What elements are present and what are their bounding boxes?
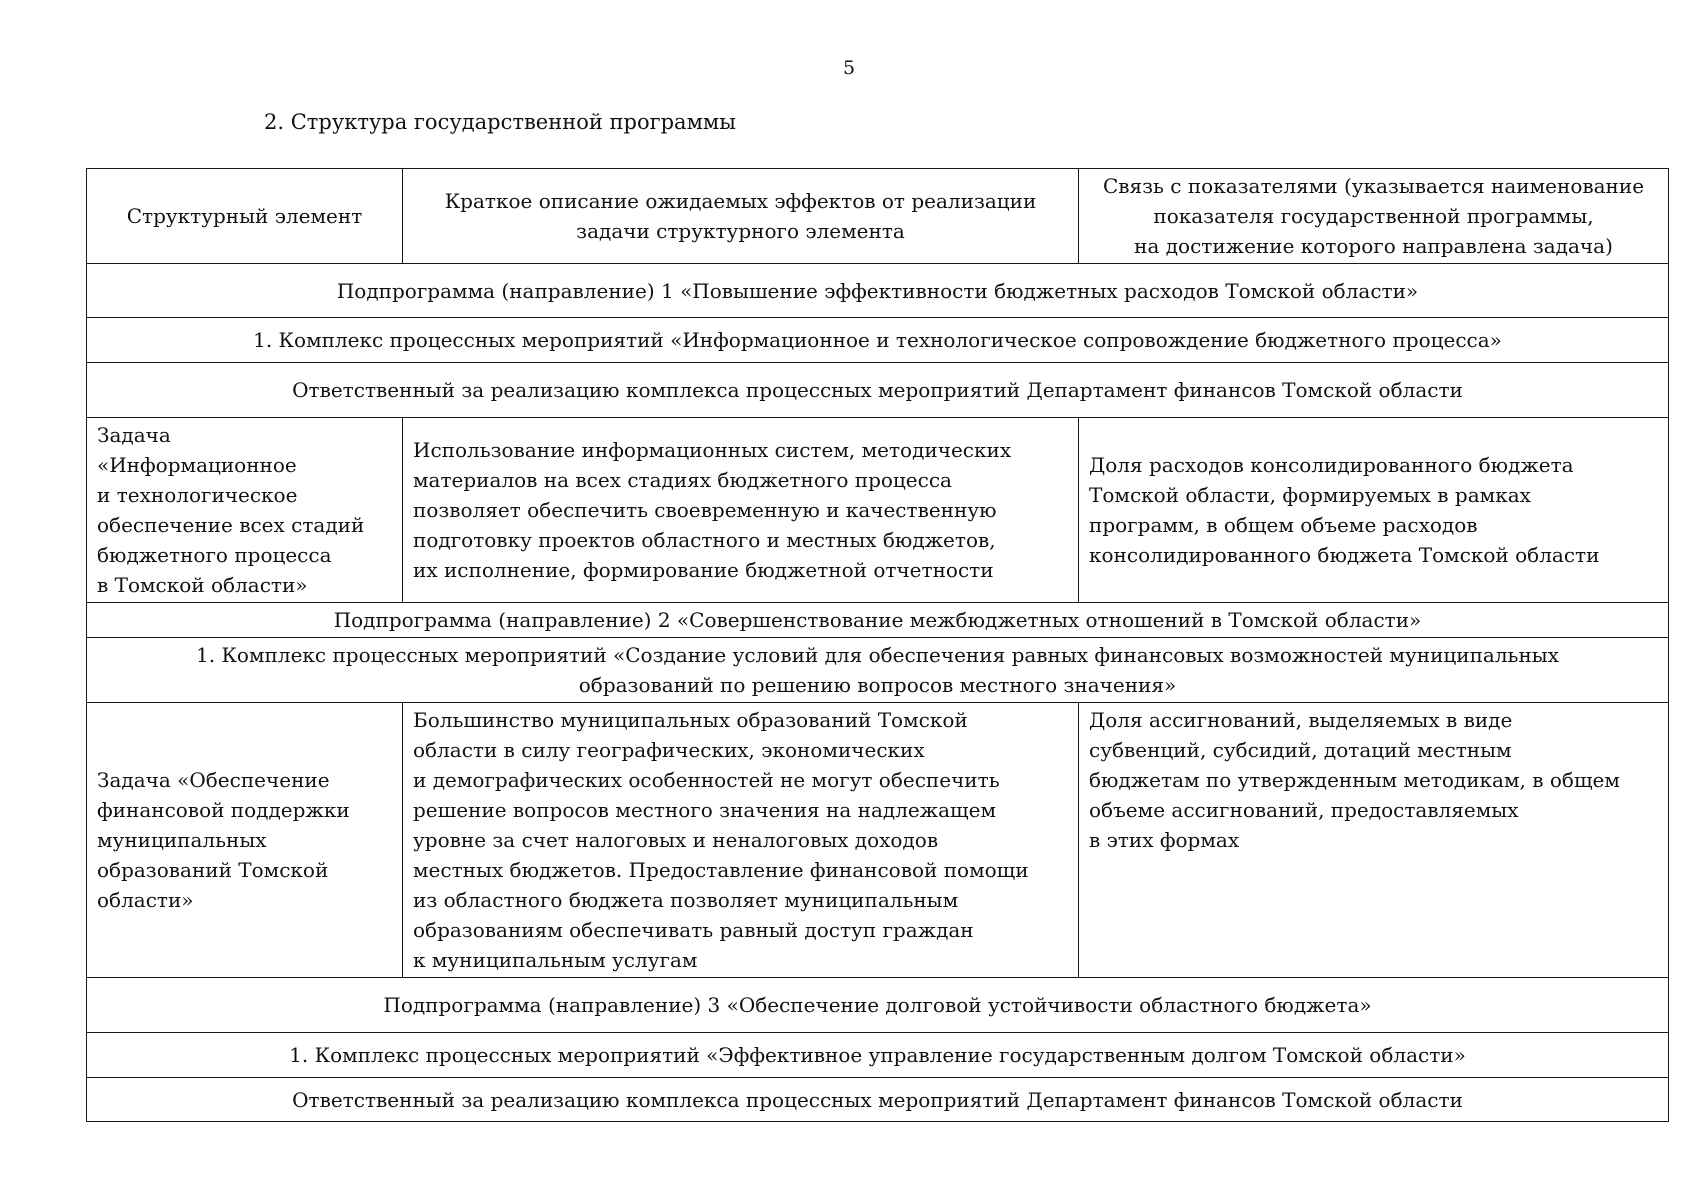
header-indicators-link: Связь с показателями (указывается наименование показателя государственной программы, на достижение которого направлена задача) [1079,169,1669,264]
subprogram-3-row [87,978,1669,1033]
header-effects-description: Краткое описание ожидаемых эффектов от реализации задачи структурного элемента [403,169,1079,264]
subprogram-2-task-row [87,703,1669,978]
header-structural-element: Структурный элемент [87,169,403,264]
subprogram-1-task-indicators: Доля расходов консолидированного бюджета Томской области, формируемых в рамках программ, в общем объеме расходов консолидированного бюджета Томской области [1079,418,1669,603]
subprogram-3-responsible: Ответственный за реализацию комплекса процессных мероприятий Департамент финансов Томской области [87,1078,1669,1122]
subprogram-1-responsible-row [87,363,1669,418]
subprogram-1-task-effects: Использование информационных систем, методических материалов на всех стадиях бюджетного процесса позволяет обеспечить своевременную и качественную подготовку проектов областного и местных бюджетов, их исполнение, формирование бюджетной отчетности [403,418,1079,603]
subprogram-1-row [87,264,1669,318]
subprogram-1-task-element: Задача «Информационное и технологическое обеспечение всех стадий бюджетного процесса в Томской области» [87,418,403,603]
subprogram-3-complex-row [87,1033,1669,1078]
subprogram-2-task-indicators: Доля ассигнований, выделяемых в виде субвенций, субсидий, дотаций местным бюджетам по утвержденным методикам, в общем объеме ассигнований, предоставляемых в этих формах [1079,703,1669,978]
subprogram-2-complex: 1. Комплекс процессных мероприятий «Создание условий для обеспечения равных финансовых возможностей муниципальных образований по решению вопросов местного значения» [87,638,1669,703]
subprogram-1-title: Подпрограмма (направление) 1 «Повышение эффективности бюджетных расходов Томской области» [87,264,1669,318]
subprogram-3-responsible-row [87,1078,1669,1122]
subprogram-2-task-element: Задача «Обеспечение финансовой поддержки муниципальных образований Томской области» [87,703,403,978]
subprogram-2-task-effects: Большинство муниципальных образований Томской области в силу географических, экономических и демографических особенностей не могут обеспечить решение вопросов местного значения на надлежащем уровне за счет налоговых и неналоговых доходов местных бюджетов. Предоставление финансовой помощи из областного бюджета позволяет муниципальным образованиям обеспечивать равный доступ граждан к муниципальным услугам [403,703,1079,978]
section-title: 2. Структура государственной программы [264,110,736,134]
subprogram-2-title: Подпрограмма (направление) 2 «Совершенствование межбюджетных отношений в Томской области» [87,603,1669,638]
subprogram-3-complex: 1. Комплекс процессных мероприятий «Эффективное управление государственным долгом Томской области» [87,1033,1669,1078]
subprogram-1-complex-row [87,318,1669,363]
page-number: 5 [842,57,856,79]
subprogram-3-title: Подпрограмма (направление) 3 «Обеспечение долговой устойчивости областного бюджета» [87,978,1669,1033]
table-header-row [87,169,1669,264]
subprogram-1-responsible: Ответственный за реализацию комплекса процессных мероприятий Департамент финансов Томской области [87,363,1669,418]
subprogram-1-task-row [87,418,1669,603]
subprogram-2-row [87,603,1669,638]
program-structure-table [86,168,1669,1122]
subprogram-2-complex-row [87,638,1669,703]
subprogram-1-complex: 1. Комплекс процессных мероприятий «Информационное и технологическое сопровождение бюджетного процесса» [87,318,1669,363]
